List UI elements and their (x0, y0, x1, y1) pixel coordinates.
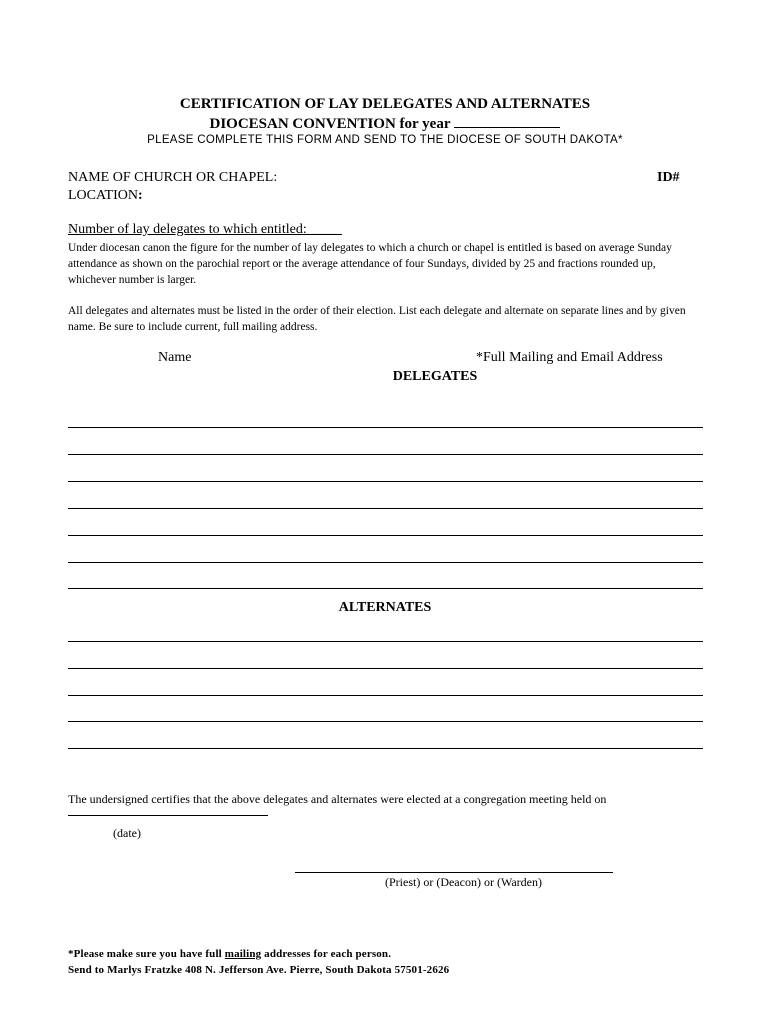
signature-line[interactable] (295, 872, 613, 873)
delegate-entry-line[interactable] (68, 427, 703, 428)
date-label: (date) (113, 826, 141, 840)
mailing-note-suffix: addresses for each person. (261, 948, 392, 960)
form-subtitle-year (0, 115, 770, 133)
delegate-entry-line[interactable] (68, 535, 703, 536)
form-title: CERTIFICATION OF LAY DELEGATES AND ALTERNATES (179, 96, 591, 112)
order-paragraph: All delegates and alternates must be listed in the order of their election. List each delegate and alternate on separate lines and by given name. Be sure to include current, full mailing address. (68, 305, 686, 333)
church-name-label: NAME OF CHURCH OR CHAPEL: (68, 170, 278, 185)
delegate-entry-line[interactable] (68, 508, 703, 509)
alternate-entry-line[interactable] (68, 721, 703, 722)
certification-statement: The undersigned certifies that the above delegates and alternates were elected at a congregation meeting held on (68, 792, 607, 806)
canon-paragraph: Under diocesan canon the figure for the number of lay delegates to which a church or chapel is entitled is based on average Sunday attendance as shown on the parochial report or the average attendance of four Sundays, divided by 25 and fractions rounded up, whichever number is larger. (68, 242, 672, 286)
entitled-label: Number of lay delegates to which entitled:_____ (68, 222, 342, 237)
signature-label: (Priest) or (Deacon) or (Warden) (385, 875, 542, 889)
name-column-header: Name (158, 350, 192, 365)
delegates-heading: DELEGATES (392, 369, 478, 384)
mailing-note-prefix: *Please make sure you have full (68, 948, 225, 960)
alternate-entry-line[interactable] (68, 641, 703, 642)
address-column-header: *Full Mailing and Email Address (476, 350, 663, 365)
send-to-address: Send to Marlys Fratzke 408 N. Jefferson Ave. Pierre, South Dakota 57501-2626 (68, 964, 450, 976)
mailing-note-emphasis: mailing (224, 948, 262, 960)
delegate-entry-line[interactable] (68, 588, 703, 589)
convention-year-label: DIOCESAN CONVENTION for year (209, 116, 451, 132)
year-blank-field[interactable] (454, 115, 560, 128)
location-field (68, 188, 143, 204)
alternate-entry-line[interactable] (68, 668, 703, 669)
alternate-entry-line[interactable] (68, 695, 703, 696)
form-instruction: PLEASE COMPLETE THIS FORM AND SEND TO THE DIOCESE OF SOUTH DAKOTA* (147, 134, 623, 146)
mailing-note (68, 948, 391, 960)
delegate-entry-line[interactable] (68, 454, 703, 455)
location-label: LOCATION (68, 188, 138, 203)
date-blank-field[interactable] (68, 815, 268, 816)
location-colon: : (138, 188, 143, 203)
delegate-entry-line[interactable] (68, 562, 703, 563)
id-label: ID# (657, 170, 680, 185)
delegate-entry-line[interactable] (68, 481, 703, 482)
alternate-entry-line[interactable] (68, 748, 703, 749)
alternates-heading: ALTERNATES (338, 600, 432, 615)
